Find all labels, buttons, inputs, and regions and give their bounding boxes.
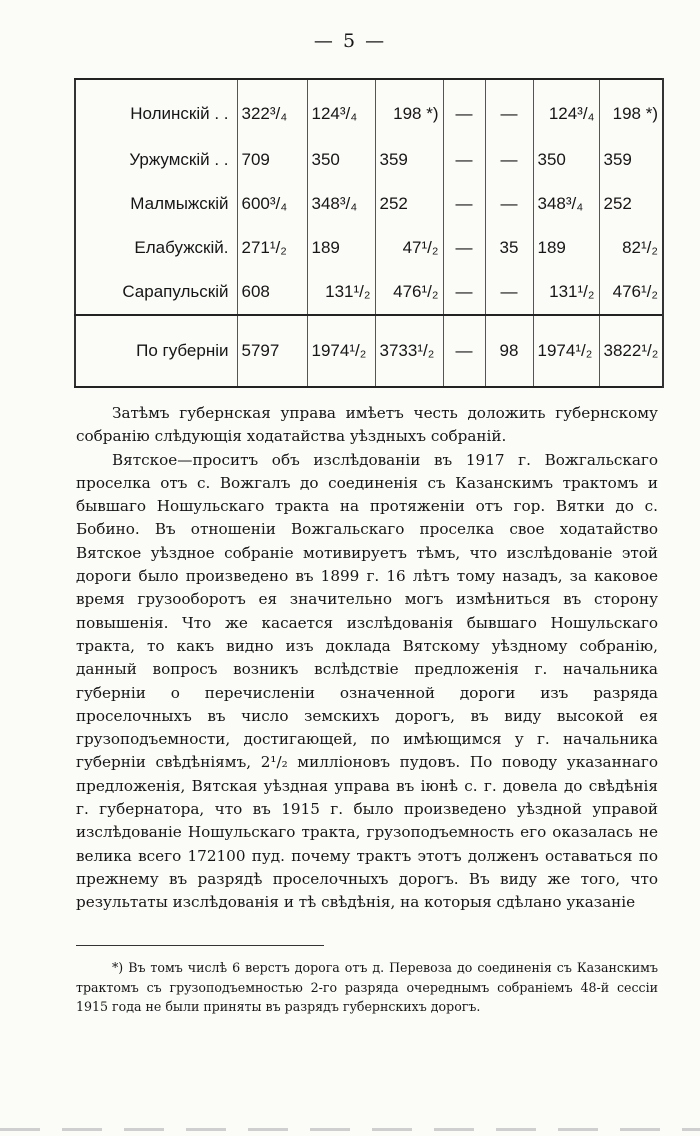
table-row [75,138,663,182]
table-cell: — [443,315,485,387]
body-text [76,402,658,915]
page-edge-decoration [0,1128,700,1131]
table-row [75,270,663,315]
table-cell: 3822¹/₂ [599,315,663,387]
table-cell: 359 [375,138,443,182]
district-name: Нолинскій . . [75,79,237,138]
footnote-divider [76,945,324,946]
table-cell: — [443,138,485,182]
table-cell: 359 [599,138,663,182]
table-cell: 1974¹/₂ [307,315,375,387]
table-cell: 350 [533,138,599,182]
table-cell: — [485,182,533,226]
table-cell: 189 [307,226,375,270]
table-total-row [75,315,663,387]
table-cell: — [485,270,533,315]
table-row [75,182,663,226]
district-name: Сарапульскій [75,270,237,315]
table-cell: 350 [307,138,375,182]
total-label: По губерніи [75,315,237,387]
table-cell: — [485,138,533,182]
table-cell: 124³/₄ [533,79,599,138]
footnote: *) Въ томъ числѣ 6 верстъ дорога отъ д. Перевоза до соединенія съ Казанскимъ трактомъ съ грузоподъемностью 2-го разряда очереднымъ собраніемъ 48-й сессіи 1915 года не были приняты въ разрядъ губернскихъ дорогъ. [76,960,658,1014]
district-name: Елабужскій. [75,226,237,270]
table-cell: 476¹/₂ [599,270,663,315]
district-name: Уржумскій . . [75,138,237,182]
table-cell: 252 [599,182,663,226]
table-cell: 98 [485,315,533,387]
table-cell: — [443,270,485,315]
table-cell: 198 *) [375,79,443,138]
statistics-table [74,78,664,388]
page-number: — 5 — [313,30,387,52]
table-cell: 47¹/₂ [375,226,443,270]
paragraph: Затѣмъ губернская управа имѣетъ честь доложить губернскому собранію слѣдующія ходатайства уѣздныхъ собраній. [76,404,658,446]
table-cell: 131¹/₂ [307,270,375,315]
table-cell: 35 [485,226,533,270]
table-cell: — [443,226,485,270]
table-cell: 1974¹/₂ [533,315,599,387]
table-cell: 252 [375,182,443,226]
table-cell: 322³/₄ [237,79,307,138]
table-row [75,79,663,138]
table-cell: — [485,79,533,138]
table-cell: 189 [533,226,599,270]
table-cell: 600³/₄ [237,182,307,226]
table-cell: 5797 [237,315,307,387]
table-cell: 82¹/₂ [599,226,663,270]
table-cell: — [443,182,485,226]
table-cell: 348³/₄ [307,182,375,226]
table-cell: 348³/₄ [533,182,599,226]
table-cell: — [443,79,485,138]
district-name: Малмыжскій [75,182,237,226]
paragraph: Вятское—проситъ объ изслѣдованіи въ 1917 г. Вожгальскаго проселка отъ с. Вожгалъ до соединенія съ Казанскимъ трактомъ и бывшаго Ношульскаго тракта на протяженіи отъ гор. Вятки до с. Бобино. Въ отношеніи Вожгальскаго проселка свое ходатайство Вятское уѣздное собраніе мотивируетъ тѣмъ, что изслѣдованіе этой дороги было произведено въ 1899 г. 16 лѣтъ тому назадъ, за каковое время грузооборотъ ея значительно могъ измѣниться въ сторону повышенія. Что же касается изслѣдованія бывшаго Ношульскаго тракта, то какъ видно изъ доклада Вятскому уѣздному собранію, данный вопросъ возникъ вслѣдствіе предложенія г. начальника губерніи о перечисленіи означенной дороги изъ разряда проселочныхъ въ число земскихъ дорогъ, въ виду высокой ея грузоподъемности, достигающей, по имѣющимся у г. начальника губерніи свѣдѣніямъ, 2¹/₂ милліоновъ пудовъ. По поводу указаннаго предложенія, Вятская уѣздная управа въ іюнѣ с. г. довела до свѣдѣнія г. губернатора, что въ 1915 г. было произведено уѣздной управой изслѣдованіе Ношульскаго тракта, грузоподъемность его оказалась не велика всего 172100 пуд. почему трактъ этотъ долженъ оставаться по прежнему въ разрядѣ проселочныхъ дорогъ. Въ виду же того, что результаты изслѣдованія и тѣ свѣдѣнія, на которыя сдѣлано указаніе [76,450,658,912]
table-cell: 709 [237,138,307,182]
table-cell: 271¹/₂ [237,226,307,270]
table-cell: 131¹/₂ [533,270,599,315]
table-cell: 608 [237,270,307,315]
table-cell: 476¹/₂ [375,270,443,315]
table-cell: 124³/₄ [307,79,375,138]
table-row [75,226,663,270]
table-cell: 3733¹/₂ [375,315,443,387]
table-cell: 198 *) [599,79,663,138]
